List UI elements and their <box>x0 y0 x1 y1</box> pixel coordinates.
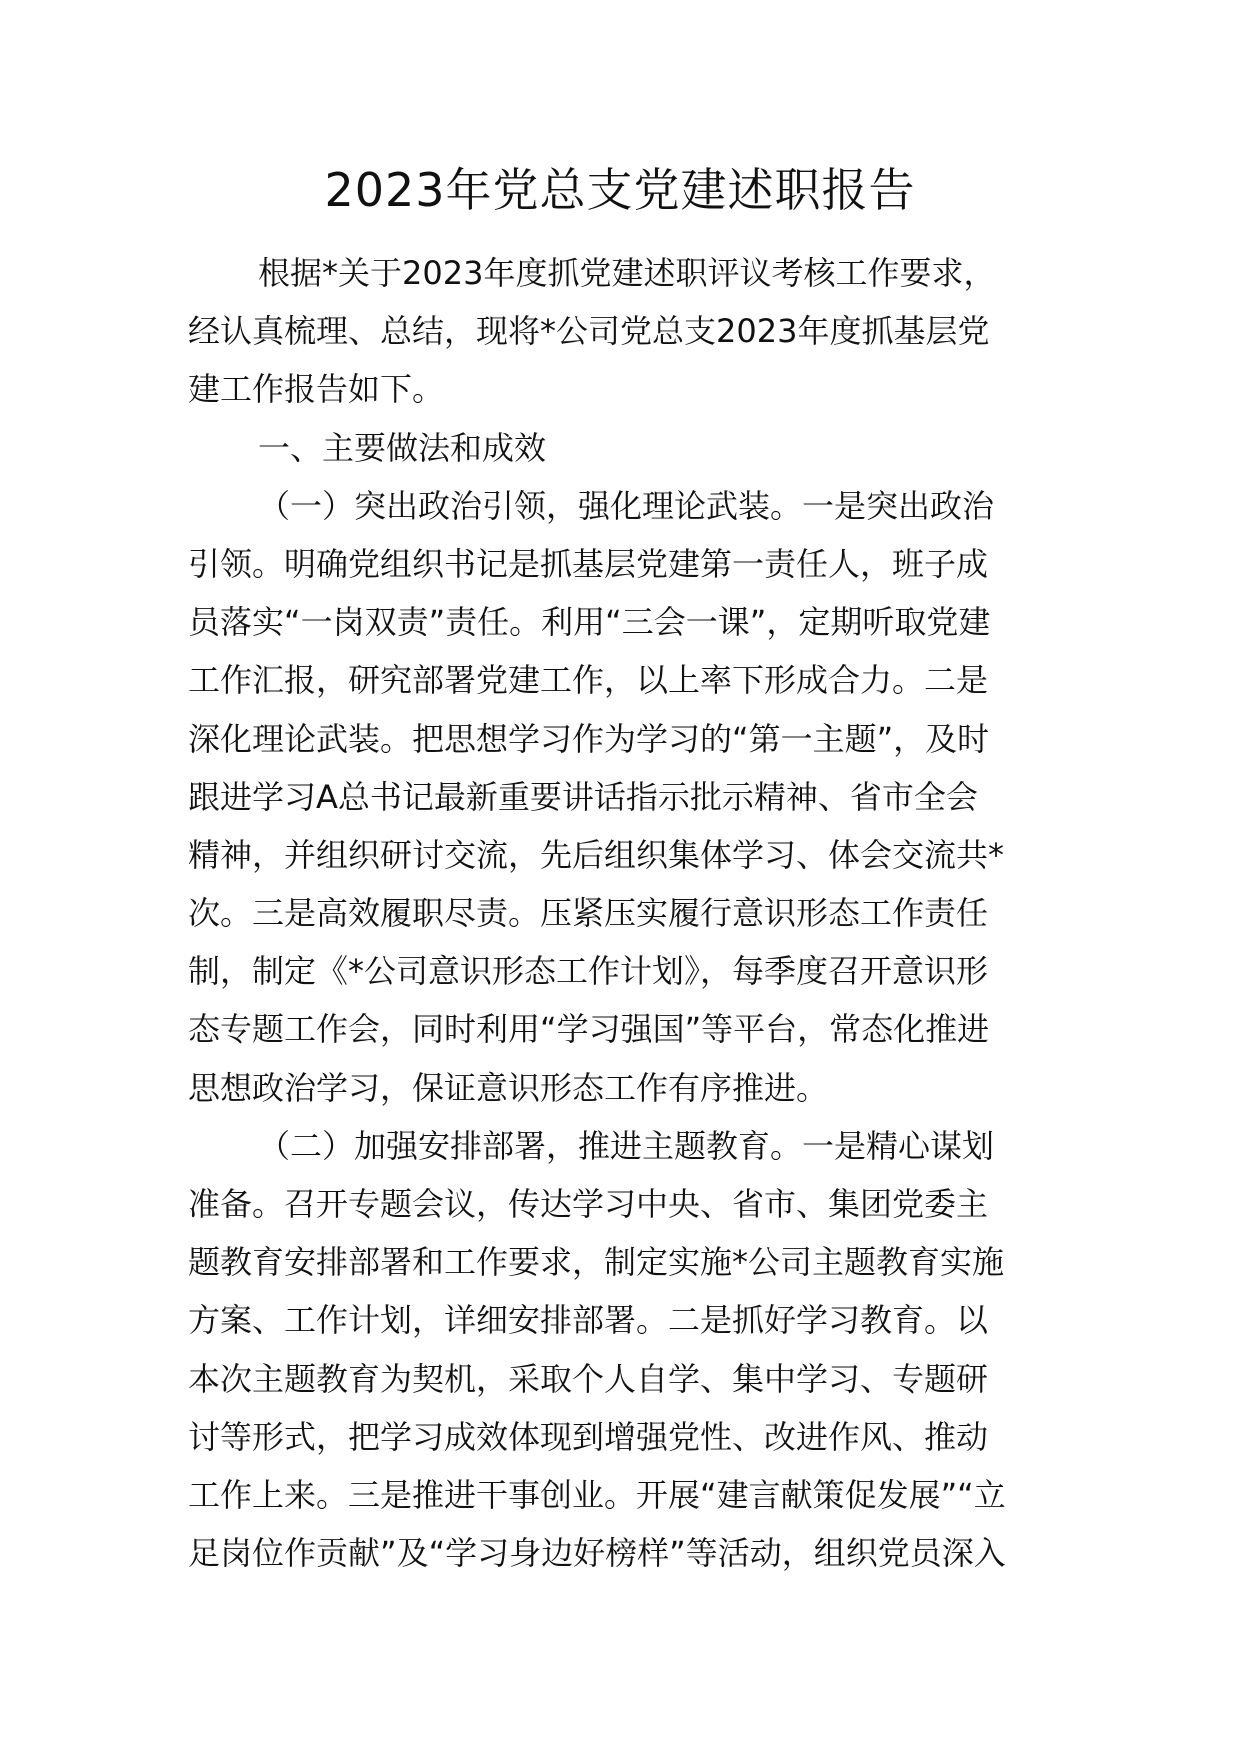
paragraph-line: 讨等形式，把学习成效体现到增强党性、改进作风、推动 <box>188 1417 989 1456</box>
paragraph-line: 精神，并组织研讨交流，先后组织集体学习、体会交流共* <box>188 835 1005 874</box>
paragraph-line: 次。三是高效履职尽责。压紧压实履行意识形态工作责任 <box>188 894 989 933</box>
paragraph-line: 题教育安排部署和工作要求，制定实施*公司主题教育实施 <box>188 1243 1005 1282</box>
paragraph-line: 工作上来。三是推进干事创业。开展“建言献策促发展”“立 <box>188 1475 1006 1514</box>
paragraph-line: 工作汇报，研究部署党建工作，以上率下形成合力。二是 <box>188 661 989 700</box>
paragraph-line: 建工作报告如下。 <box>188 370 445 409</box>
section-heading: 一、主要做法和成效 <box>258 428 547 467</box>
subsection-heading-line: （一）突出政治引领，强化理论武装。一是突出政治 <box>258 486 995 525</box>
paragraph-line: 思想政治学习，保证意识形态工作有序推进。 <box>188 1068 829 1107</box>
paragraph-line: 足岗位作贡献”及“学习身边好榜样”等活动，组织党员深入 <box>188 1534 1006 1573</box>
document-body <box>188 244 1048 1582</box>
paragraph-line: 制，制定《*公司意识形态工作计划》，每季度召开意识形 <box>188 952 989 991</box>
paragraph-line: 深化理论武装。把思想学习作为学习的“第一主题”，及时 <box>188 719 990 758</box>
paragraph-line: 跟进学习A总书记最新重要讲话指示批示精神、省市全会 <box>188 777 978 816</box>
paragraph-line: 准备。召开专题会议，传达学习中央、省市、集团党委主 <box>188 1185 989 1223</box>
document-title: 2023年党总支党建述职报告 <box>324 163 916 217</box>
paragraph-line: 根据*关于2023年度抓党建述职评议考核工作要求， <box>258 254 996 292</box>
paragraph-line: 引领。明确党组织书记是抓基层党建第一责任人，班子成 <box>188 544 989 583</box>
paragraph-line: 经认真梳理、总结，现将*公司党总支2023年度抓基层党 <box>188 312 990 351</box>
subsection-heading-line: （二）加强安排部署，推进主题教育。一是精心谋划 <box>258 1126 995 1165</box>
paragraph-line: 员落实“一岗双责”责任。利用“三会一课”，定期听取党建 <box>188 603 991 642</box>
paragraph-line: 本次主题教育为契机，采取个人自学、集中学习、专题研 <box>188 1359 989 1398</box>
paragraph-line: 方案、工作计划，详细安排部署。二是抓好学习教育。以 <box>188 1301 989 1340</box>
paragraph-line: 态专题工作会，同时利用“学习强国”等平台，常态化推进 <box>188 1010 990 1049</box>
